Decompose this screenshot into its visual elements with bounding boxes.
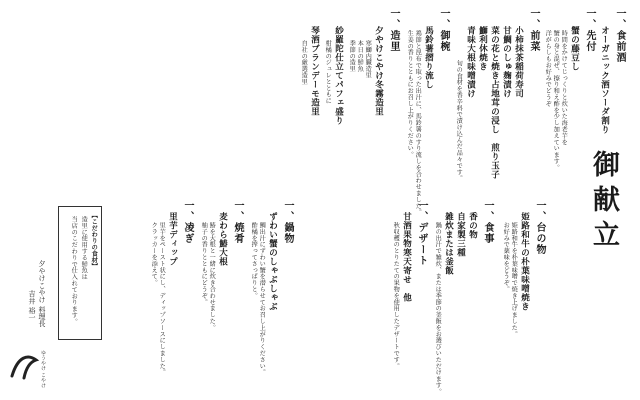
section-heading-aperitif: 一、食前酒 [614, 8, 625, 63]
dish-meal: 香の物 [467, 212, 478, 239]
brush-stroke-icon [12, 357, 36, 378]
dish-desc: 旬の食材を香辛料で漬け込んだ品々です。 [455, 60, 463, 182]
dish-desc: 本日の鮮魚 [356, 40, 364, 72]
note-title: 【こだわりの食材】 [90, 212, 98, 270]
menu-title: 御献立 [588, 150, 619, 255]
dish-desc: 鍋の出汁で雑炊、または季節の釜飯をお選びいただけます。 [434, 222, 442, 395]
dish-meal: 自家製三種 [455, 212, 466, 257]
dish-desc: 姫路和牛を朴葉味噌で焼き上げました。 [510, 222, 518, 338]
dish-desc: 洋がらしもお好みでどうぞ [544, 30, 552, 107]
section-heading-sashimi: 一、造里 [388, 8, 399, 52]
section-heading-hotpot: 一、鍋物 [282, 200, 293, 244]
note-line: 造里に使用する鮮魚は [80, 216, 88, 280]
dish-starter: 菜の花と焼き占地茸の浸し 煎り玉子 [489, 26, 500, 179]
dish-desc: 酢橘を搾ってさっぱりと。 [250, 222, 258, 299]
section-heading-soup: 一、御椀 [438, 8, 449, 52]
dish-desc: 時間をかけてじっくりと炊いた海老芋を [560, 30, 568, 146]
dish-sashimi: 琴酒ブランデーモ造里 [309, 26, 320, 116]
dish-desc: クラッカーを添えて。 [150, 222, 158, 286]
chef-label: 夕やけこやけ 料理長 [38, 260, 46, 328]
dish-desc: 自社の厳選造里 [300, 40, 308, 85]
dish-meal: 雑炊または釜飯 [443, 212, 454, 275]
section-heading-grilled: 一、焼肴 [232, 200, 243, 244]
dish-desc: 季節の造里 [348, 40, 356, 72]
dish-starter: 鰤利休焼き [477, 26, 488, 71]
dish-hotpot: ずわい蟹のしゃぶしゃぶ [267, 212, 278, 311]
dish-desc: 寒鰤内臓造里 [364, 40, 372, 79]
dish-desc: 鰆を大根と一緒に炊き合わせました。 [208, 222, 216, 331]
dish-starter: 甘鯛のしゅ麹漬け [501, 26, 512, 98]
section-heading-starters: 一、前菜 [528, 8, 539, 52]
section-heading-shinogi: 一、凌ぎ [182, 200, 193, 244]
dish-grilled: 麦わら鰆大根 [217, 212, 228, 266]
dish-shinogi: 里芋ディップ [167, 212, 178, 266]
dish-dessert: 甘酒果物寒天寄せ 他 [401, 212, 412, 302]
logo-text: ゆうやけ こやけ [40, 350, 46, 389]
section-heading-dessert: 一、デザート [416, 200, 427, 266]
dish-soup: 馬鈴薯摺り流し [423, 26, 434, 89]
dish-sashimi: 夕やけこやけ冬霧造里 [373, 26, 384, 116]
note-line: 当店のこだわりで仕入れております。 [70, 216, 78, 325]
dish-aperitif: オーガニック酒ソーダ割り [599, 26, 610, 134]
dish-desc: 柑橘のジュレとともに [324, 40, 332, 104]
section-heading-main: 一、台の物 [534, 200, 545, 255]
dish-desc: 里芋をペースト状にし、ディップソースにしました。 [158, 222, 166, 376]
dish-starter: 小柿抹茶稲荷寿司 [513, 26, 524, 98]
dish-starter: 青味大根味噌漬け [465, 26, 476, 98]
dish-desc: 柚子の香りとともにどうぞ。 [200, 222, 208, 306]
dish-sashimi: 紗羅陀仕立てパフェ盛り [333, 26, 344, 125]
dish-desc: 蟹の身と混ぜ、擦り和え酢を少し加えています。 [552, 30, 560, 171]
dish-desc: お好みで薬味をどうぞ。 [502, 222, 510, 293]
dish-desc: 秋収穫のとりたての果物を使用したデザートです。 [392, 222, 400, 370]
section-heading-meal: 一、食事 [482, 200, 493, 244]
dish-desc: 生姜の香りとともにお召し上がりください。 [406, 30, 414, 158]
dish-appetizer: 蟹の藤豆し [569, 26, 580, 71]
chef-name: 吉井 裕一 [28, 290, 36, 322]
section-heading-appetizer: 一、先付 [584, 8, 595, 52]
dish-desc: 鯛出汁にずわい蟹を潜らせてお召し上がりください。 [258, 222, 266, 376]
dish-main: 姫路和牛の朴葉味噌焼き [519, 212, 530, 311]
dish-desc: 鶏節と昆布で取った出汁に、馬鈴薯のすり流しを合わせました。 [414, 30, 422, 216]
